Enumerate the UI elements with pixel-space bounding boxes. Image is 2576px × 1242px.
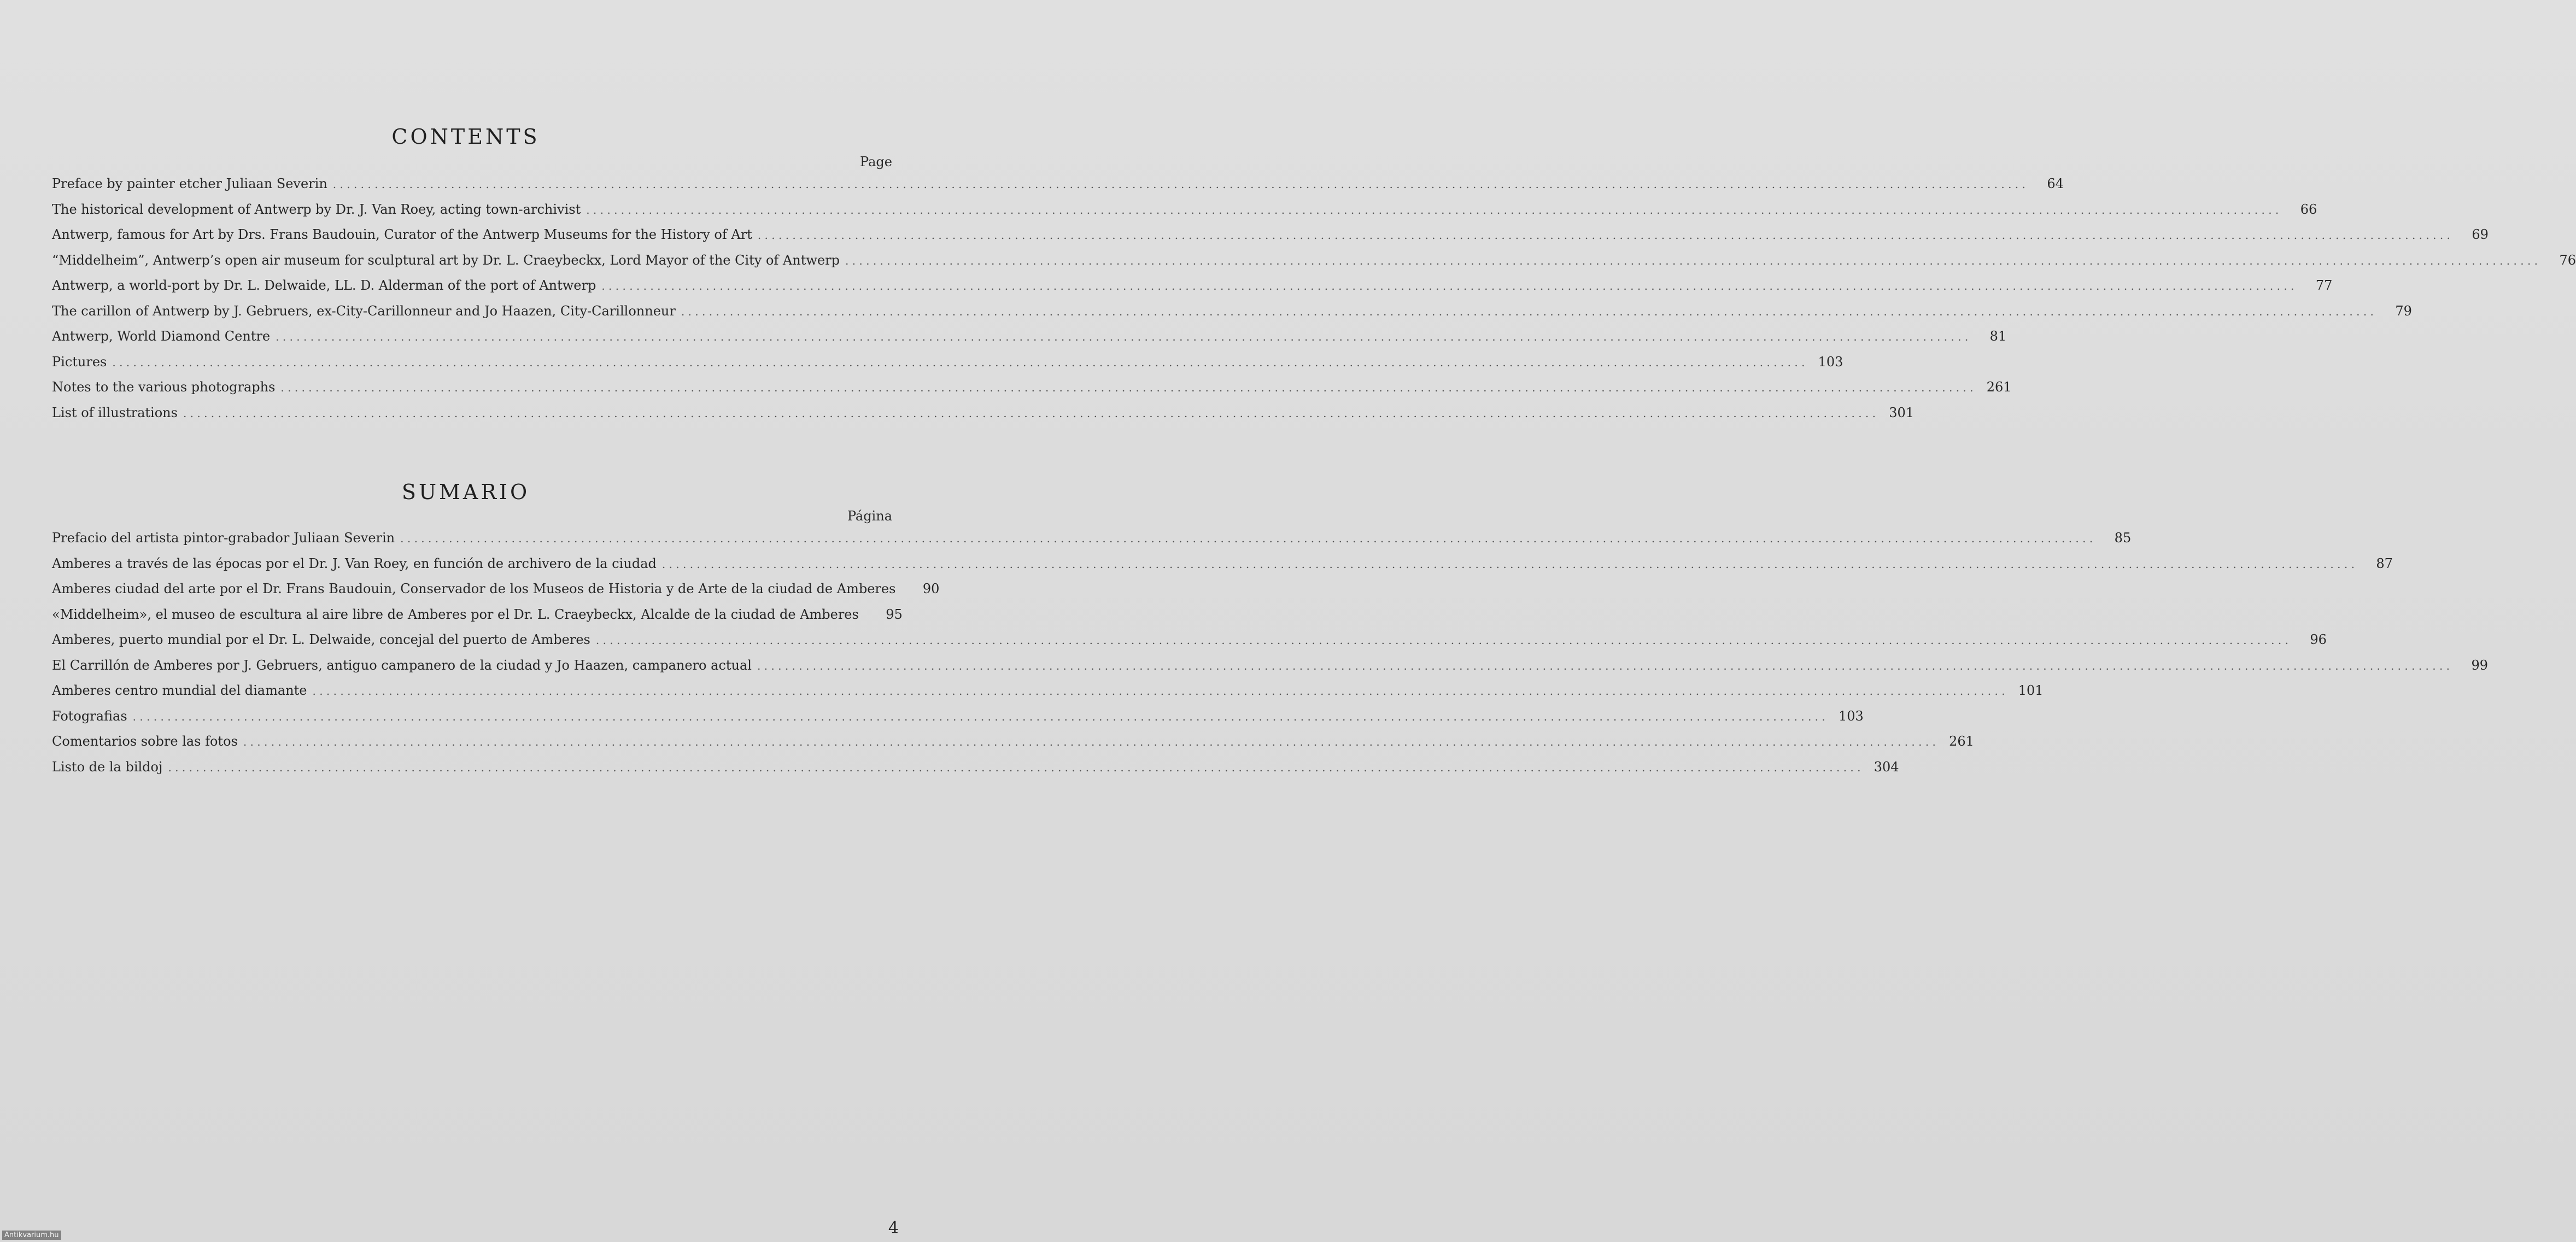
toc-entry-page: 103	[1838, 708, 1864, 724]
toc-entry	[52, 734, 1974, 759]
toc-entry-page: 101	[2018, 683, 2044, 698]
toc-entry	[52, 581, 940, 607]
dot-leader	[757, 659, 2450, 672]
contents-list	[52, 176, 2576, 430]
toc-entry	[52, 252, 2576, 278]
toc-entry-title: Comentarios sobre las fotos	[52, 734, 238, 749]
toc-entry-page: 261	[1986, 379, 2012, 395]
toc-entry-page: 69	[2472, 227, 2489, 242]
toc-entry-title: Antwerp, famous for Art by Drs. Frans Baudouin, Curator of the Antwerp Museums for the History of Art	[52, 227, 752, 242]
dot-leader	[596, 634, 2288, 647]
dot-leader	[845, 254, 2538, 267]
dot-leader	[168, 761, 1860, 774]
contents-page-header: Page	[860, 154, 892, 169]
toc-entry	[52, 632, 2327, 658]
toc-entry-title: Amberes ciudad del arte por el Dr. Frans Baudouin, Conservador de los Museos de Historia y de Arte de la ciudad de Amberes	[52, 581, 896, 596]
toc-entry-title: Prefacio del artista pintor-grabador Juliaan Severin	[52, 530, 395, 546]
dot-leader	[183, 407, 1876, 420]
dot-leader	[133, 710, 1825, 723]
toc-entry-title: List of illustrations	[52, 405, 178, 420]
toc-entry-title: Amberes a través de las épocas por el Dr. J. Van Roey, en función de archivero de la ciudad	[52, 555, 657, 571]
toc-entry-title: Amberes centro mundial del diamante	[52, 683, 307, 698]
toc-entry-title: Notes to the various photographs	[52, 379, 276, 395]
toc-entry	[52, 606, 903, 632]
dot-leader	[276, 330, 1968, 343]
dot-leader	[400, 532, 2093, 545]
toc-entry-page: 76	[2559, 252, 2576, 268]
toc-entry-title: Fotografias	[52, 708, 127, 724]
dot-leader	[758, 229, 2450, 242]
toc-entry-title: Preface by painter etcher Juliaan Severin	[52, 176, 327, 191]
toc-entry	[52, 379, 2012, 405]
toc-entry	[52, 303, 2412, 329]
toc-entry-page: 301	[1889, 405, 1915, 420]
toc-entry-page: 96	[2310, 632, 2327, 647]
toc-entry-page: 95	[886, 606, 903, 622]
toc-entry-page: 90	[922, 581, 940, 596]
toc-entry-page: 87	[2376, 555, 2393, 571]
dot-leader	[681, 305, 2374, 318]
toc-entry	[52, 176, 2064, 202]
toc-entry	[52, 329, 2007, 354]
toc-entry	[52, 227, 2489, 253]
page-number: 4	[888, 1218, 899, 1238]
toc-entry-page: 64	[2047, 176, 2064, 191]
sumario-title: SUMARIO	[401, 480, 530, 504]
toc-entry	[52, 708, 1864, 734]
toc-entry-page: 79	[2395, 303, 2412, 319]
toc-entry-title: «Middelheim», el museo de escultura al aire libre de Amberes por el Dr. L. Craeybeckx, Alcalde de la ciudad de Amberes	[52, 606, 859, 622]
toc-entry-page: 66	[2300, 201, 2317, 217]
toc-entry	[52, 278, 2333, 303]
toc-entry	[52, 759, 1899, 785]
toc-entry	[52, 354, 1843, 380]
toc-entry-title: Antwerp, a world-port by Dr. L. Delwaide, LL. D. Alderman of the port of Antwerp	[52, 278, 596, 293]
dot-leader	[333, 178, 2025, 191]
toc-entry-title: Antwerp, World Diamond Centre	[52, 329, 271, 344]
toc-entry-title: Listo de la bildoj	[52, 759, 163, 775]
toc-entry	[52, 657, 2489, 683]
dot-leader	[280, 381, 1973, 394]
toc-entry-page: 77	[2315, 278, 2333, 293]
dot-leader	[586, 203, 2279, 216]
sumario-page-header: Página	[847, 508, 892, 524]
toc-entry-title: The historical development of Antwerp by Dr. J. Van Roey, acting town-archivist	[52, 201, 581, 217]
toc-entry-title: Amberes, puerto mundial por el Dr. L. Delwaide, concejal del puerto de Amberes	[52, 632, 590, 647]
toc-entry	[52, 405, 1915, 431]
toc-entry	[52, 683, 2044, 708]
dot-leader	[112, 356, 1805, 369]
dot-leader	[662, 558, 2355, 571]
dot-leader	[313, 684, 2005, 698]
contents-title: CONTENTS	[391, 125, 540, 149]
watermark-text: Antikvarium.hu	[2, 1231, 61, 1240]
toc-entry-page: 99	[2471, 657, 2489, 673]
toc-entry-title: Pictures	[52, 354, 107, 370]
toc-entry	[52, 201, 2317, 227]
toc-entry-page: 103	[1818, 354, 1843, 370]
toc-entry	[52, 555, 2393, 582]
toc-entry-page: 261	[1949, 734, 1974, 749]
toc-entry	[52, 530, 2132, 556]
toc-entry-page: 304	[1874, 759, 1899, 775]
toc-entry-page: 81	[1989, 329, 2007, 344]
toc-entry-title: The carillon of Antwerp by J. Gebruers, ex-City-Carillonneur and Jo Haazen, City-Carillonneur	[52, 303, 676, 319]
dot-leader	[243, 735, 1936, 748]
toc-entry-title: “Middelheim”, Antwerp’s open air museum for sculptural art by Dr. L. Craeybeckx, Lord Mayor of the City of Antwerp	[52, 252, 840, 268]
dot-leader	[601, 279, 2294, 292]
sumario-list	[52, 530, 2489, 784]
toc-entry-title: El Carrillón de Amberes por J. Gebruers, antiguo campanero de la ciudad y Jo Haazen, campanero actual	[52, 657, 752, 673]
toc-entry-page: 85	[2114, 530, 2132, 546]
